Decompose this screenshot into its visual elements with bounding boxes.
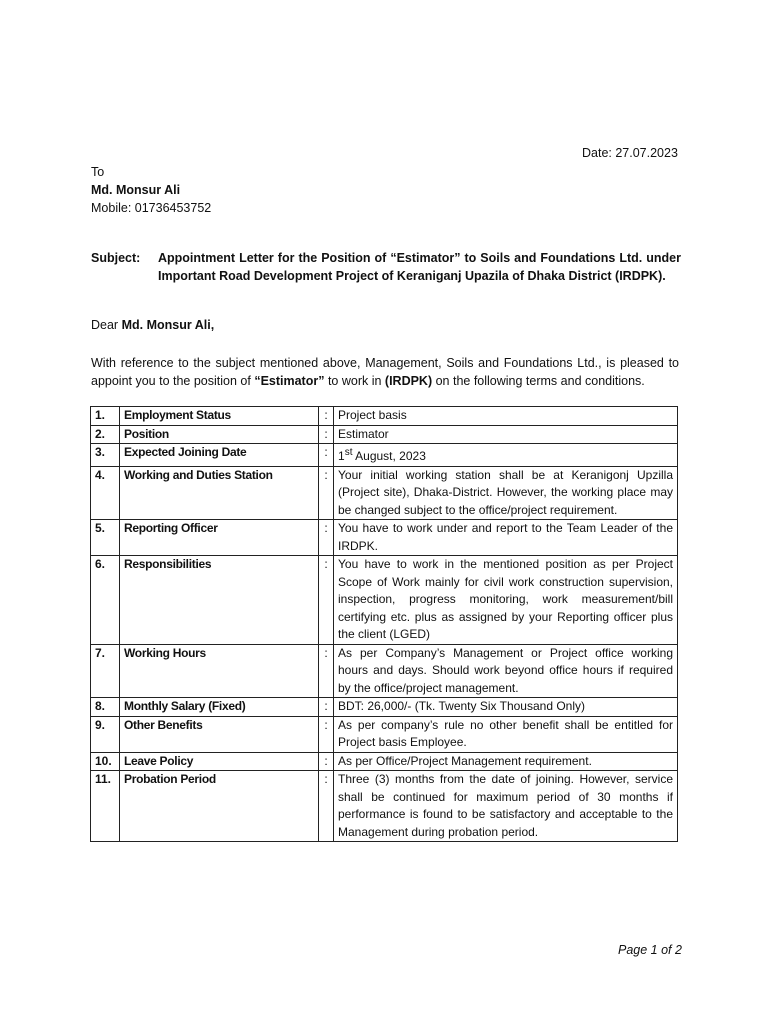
term-colon: : <box>319 520 334 556</box>
term-colon: : <box>319 425 334 444</box>
term-number: 1. <box>91 407 120 426</box>
term-value: BDT: 26,000/- (Tk. Twenty Six Thousand Only) <box>334 698 678 717</box>
intro-part3: on the following terms and conditions. <box>432 374 645 388</box>
term-colon: : <box>319 556 334 645</box>
table-row <box>91 716 678 752</box>
term-value: Your initial working station shall be at Keranigonj Upzilla (Project site), Dhaka-District. However, the working place may be changed subject to the office/project requirement. <box>334 466 678 520</box>
term-value: Three (3) months from the date of joining. However, service shall be continued for maximum period of 30 months if performance is found to be satisfactory and acceptable to the Management during probation period. <box>334 771 678 842</box>
table-row <box>91 520 678 556</box>
table-row <box>91 425 678 444</box>
subject-text: Appointment Letter for the Position of “Estimator” to Soils and Foundations Ltd. under Important Road Development Project of Keraniganj Upazila of Dhaka District (IRDPK). <box>158 251 681 283</box>
salutation-prefix: Dear <box>91 318 122 332</box>
term-value: Project basis <box>334 407 678 426</box>
term-number: 2. <box>91 425 120 444</box>
subject-block <box>91 249 681 285</box>
term-colon: : <box>319 771 334 842</box>
intro-position: “Estimator” <box>254 374 325 388</box>
term-value: As per Company’s Management or Project office working hours and days. Should work beyond office hours if required by the office/project management. <box>334 644 678 698</box>
terms-table <box>90 406 678 842</box>
term-label: Employment Status <box>120 407 319 426</box>
table-row <box>91 466 678 520</box>
table-row <box>91 556 678 645</box>
term-number: 6. <box>91 556 120 645</box>
term-label: Reporting Officer <box>120 520 319 556</box>
term-colon: : <box>319 444 334 467</box>
recipient-name: Md. Monsur Ali <box>91 183 181 197</box>
term-colon: : <box>319 644 334 698</box>
page-number: Page 1 of 2 <box>618 943 682 957</box>
table-row <box>91 444 678 467</box>
letter-date: Date: 27.07.2023 <box>582 146 678 160</box>
intro-project: (IRDPK) <box>384 374 433 388</box>
intro-part2: to work in <box>324 374 385 388</box>
term-number: 3. <box>91 444 120 467</box>
term-number: 9. <box>91 716 120 752</box>
joining-day-suffix: st <box>344 447 353 458</box>
term-label: Position <box>120 425 319 444</box>
table-row <box>91 771 678 842</box>
term-number: 10. <box>91 752 120 771</box>
term-colon: : <box>319 466 334 520</box>
term-value: You have to work in the mentioned position as per Project Scope of Work mainly for civil work construction supervision, inspection, progress monitoring, work measurement/bill certifying etc. plus as assigned by your Reporting officer plus the client (LGED) <box>334 556 678 645</box>
term-colon: : <box>319 752 334 771</box>
table-row <box>91 752 678 771</box>
term-number: 7. <box>91 644 120 698</box>
term-colon: : <box>319 407 334 426</box>
term-label: Expected Joining Date <box>120 444 319 467</box>
table-row <box>91 698 678 717</box>
salutation-name: Md. Monsur Ali, <box>121 318 215 332</box>
joining-day: 1 <box>338 449 345 463</box>
term-label: Working Hours <box>120 644 319 698</box>
term-number: 5. <box>91 520 120 556</box>
to-label: To <box>91 165 105 179</box>
term-value: You have to work under and report to the Team Leader of the IRDPK. <box>334 520 678 556</box>
term-label: Responsibilities <box>120 556 319 645</box>
term-colon: : <box>319 698 334 717</box>
subject-label: Subject: <box>91 251 141 265</box>
term-value: Estimator <box>334 425 678 444</box>
term-label: Working and Duties Station <box>120 466 319 520</box>
term-number: 11. <box>91 771 120 842</box>
recipient-block <box>91 163 211 217</box>
intro-paragraph <box>91 354 679 390</box>
term-colon: : <box>319 716 334 752</box>
salutation <box>91 318 214 332</box>
table-row <box>91 644 678 698</box>
term-value: As per company’s rule no other benefit shall be entitled for Project basis Employee. <box>334 716 678 752</box>
term-label: Probation Period <box>120 771 319 842</box>
term-number: 8. <box>91 698 120 717</box>
term-number: 4. <box>91 466 120 520</box>
intro-part1: With reference to the subject mentioned above, Management, Soils and Foundations Ltd., is pleased to appoint you to the position of <box>91 356 679 388</box>
recipient-mobile: Mobile: 01736453752 <box>91 201 212 215</box>
term-label: Monthly Salary (Fixed) <box>120 698 319 717</box>
table-row <box>91 407 678 426</box>
term-label: Leave Policy <box>120 752 319 771</box>
term-value <box>334 444 678 467</box>
joining-month-year: August, 2023 <box>352 449 426 463</box>
term-label: Other Benefits <box>120 716 319 752</box>
term-value: As per Office/Project Management requirement. <box>334 752 678 771</box>
